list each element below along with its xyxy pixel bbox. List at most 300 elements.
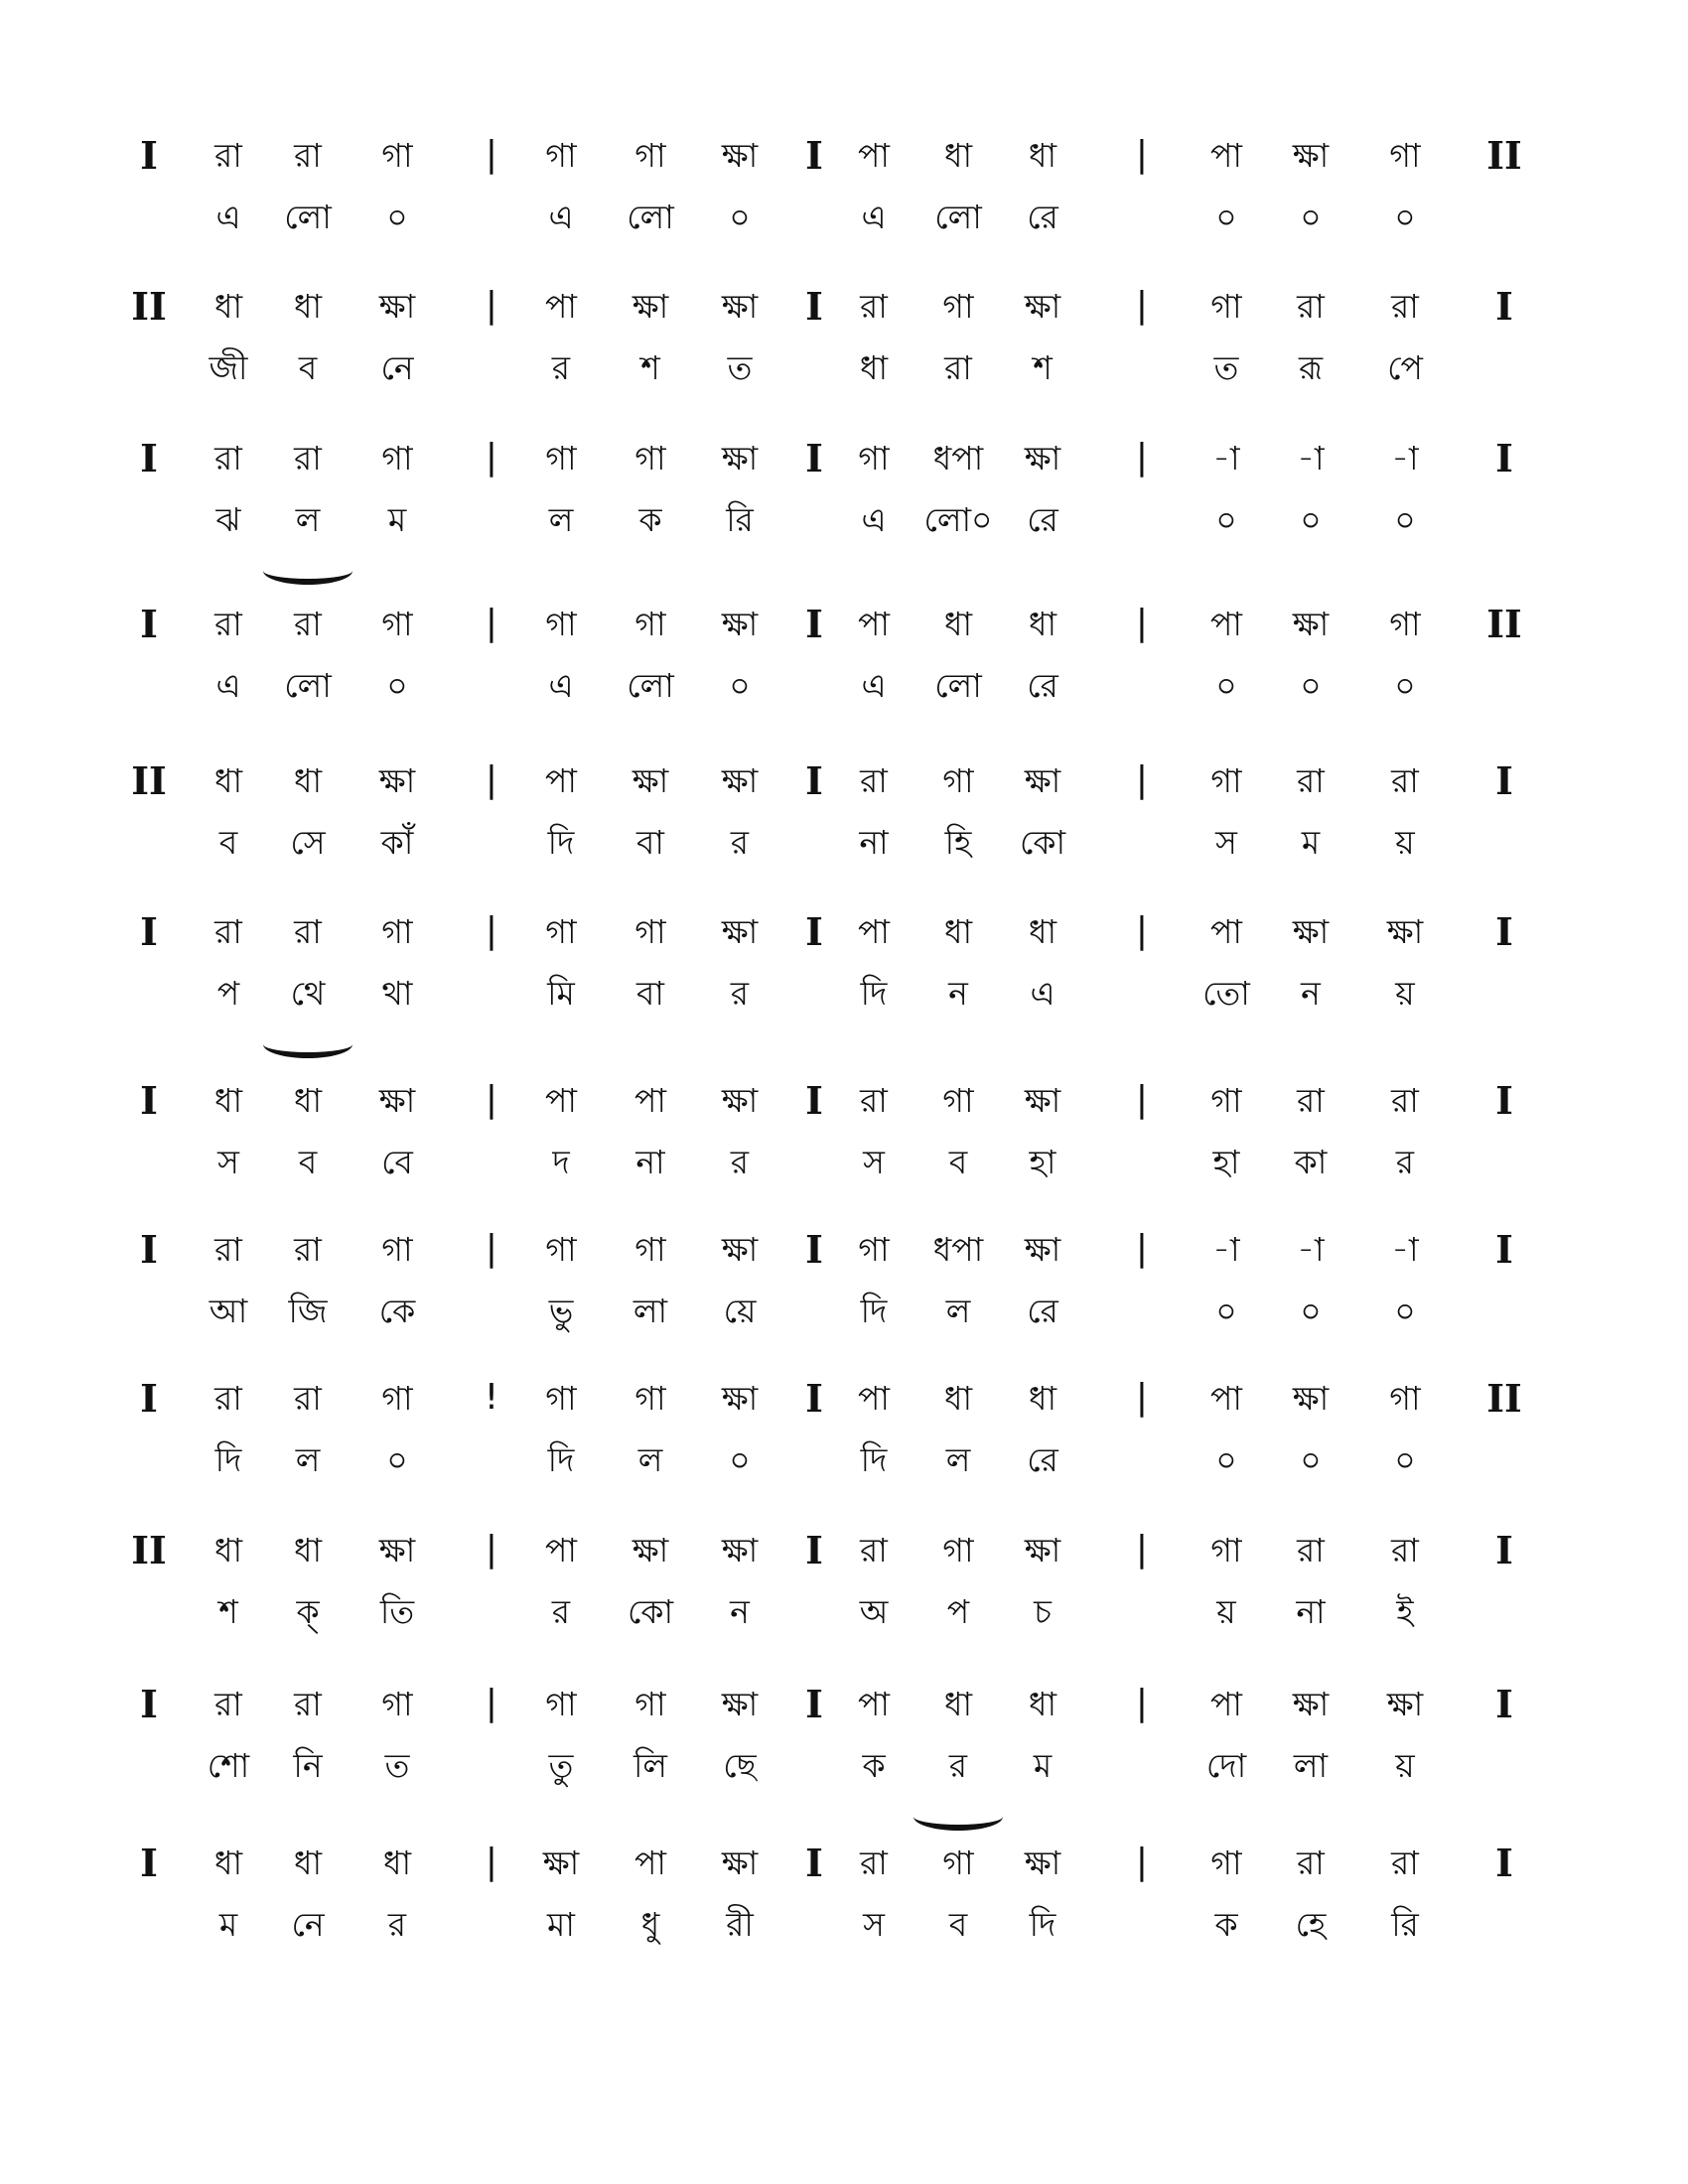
lyric-syllable: দি (214, 1440, 242, 1479)
swara-note: ক্ষা (721, 1081, 759, 1120)
swara-note: পা (545, 287, 577, 326)
lyric-syllable: ক (638, 500, 662, 539)
lyric-syllable: কো (1019, 823, 1066, 862)
swara-note: রা (294, 136, 322, 175)
lyric-syllable: ০ (1394, 500, 1416, 539)
lyric-syllable: হা (1029, 1143, 1056, 1181)
bar-line: | (485, 285, 498, 326)
bar-line: | (485, 1529, 498, 1570)
lyric-syllable: এ (861, 500, 887, 539)
lyric-syllable: ল (945, 1440, 971, 1479)
lyric-syllable: মি (547, 974, 575, 1013)
swara-note: -া (1212, 1230, 1240, 1269)
slur-mark (914, 1803, 1003, 1831)
lyric-syllable: লো (284, 666, 332, 705)
swara-note: ধা (943, 912, 973, 951)
lyric-syllable: ক (862, 1746, 886, 1785)
lyric-syllable: স (1215, 823, 1237, 862)
bar-line: II (1486, 602, 1522, 646)
bar-line: I (805, 909, 823, 954)
swara-note: ধা (1028, 1379, 1057, 1418)
lyric-syllable: শ (1033, 348, 1053, 387)
lyric-syllable: ল (945, 1292, 971, 1330)
lyric-syllable: য় (1395, 974, 1415, 1013)
lyric-syllable: র (387, 1905, 407, 1944)
swara-note: রা (1391, 761, 1419, 800)
bar-line: | (1135, 1683, 1149, 1723)
swara-note: গা (381, 439, 413, 478)
bar-line: | (1135, 134, 1149, 175)
bar-line: I (140, 909, 158, 954)
bar-line: ! (484, 1377, 499, 1418)
lyric-syllable: স (217, 1143, 239, 1181)
bar-line: I (1495, 1227, 1513, 1272)
swara-note: ধা (382, 1843, 412, 1882)
bar-line: I (1495, 758, 1513, 803)
swara-note: পা (858, 1685, 890, 1723)
lyric-syllable: ই (1396, 1592, 1414, 1631)
swara-note: ক্ষা (721, 761, 759, 800)
swara-note: ধা (293, 1081, 323, 1120)
swara-note: রা (1297, 1081, 1325, 1120)
bar-line: II (131, 758, 167, 803)
swara-note: -া (1297, 439, 1325, 478)
lyric-syllable: কা (1294, 1143, 1328, 1181)
lyric-syllable: প (216, 974, 240, 1013)
lyric-syllable: না (1296, 1592, 1326, 1631)
lyric-syllable: আ (209, 1292, 248, 1330)
swara-note: রা (860, 1081, 888, 1120)
swara-note: পা (1210, 605, 1242, 643)
lyric-syllable: দি (860, 974, 888, 1013)
bar-line: I (140, 602, 158, 646)
bar-line: | (485, 1683, 498, 1723)
lyric-syllable: তি (379, 1592, 415, 1631)
bar-line: I (1495, 1682, 1513, 1726)
notation-system (0, 1078, 1688, 1233)
lyric-syllable: লো০ (923, 500, 993, 539)
lyric-syllable: ব (298, 348, 318, 387)
bar-line: I (140, 1682, 158, 1726)
lyric-syllable: র (551, 1592, 571, 1631)
swara-note: গা (942, 1843, 974, 1882)
bar-line: I (1495, 1078, 1513, 1123)
bar-line: II (1486, 1376, 1522, 1421)
swara-note: রা (860, 761, 888, 800)
swara-note: গা (545, 439, 577, 478)
lyric-syllable: জী (209, 348, 248, 387)
lyric-syllable: ব (948, 1143, 968, 1181)
swara-note: ধা (943, 605, 973, 643)
lyric-syllable: ভু (548, 1292, 574, 1330)
swara-note: রা (1297, 287, 1325, 326)
lyric-syllable: এ (215, 198, 241, 236)
lyric-syllable: স (863, 1905, 885, 1944)
lyric-syllable: ছে (723, 1746, 757, 1785)
lyric-syllable: লি (633, 1746, 668, 1785)
bar-line: | (485, 910, 498, 951)
lyric-syllable: ক্ (296, 1592, 320, 1631)
bar-line: I (805, 1078, 823, 1123)
lyric-syllable: ০ (386, 666, 408, 705)
lyric-syllable: হে (1295, 1905, 1327, 1944)
notation-system (0, 1682, 1688, 1837)
lyric-syllable: য়ে (723, 1292, 757, 1330)
notation-system (0, 758, 1688, 913)
swara-note: পা (1210, 912, 1242, 951)
lyric-syllable: ম (1301, 823, 1321, 862)
swara-note: গা (1389, 136, 1421, 175)
lyric-syllable: রূ (1298, 348, 1324, 387)
lyric-syllable: ন (948, 974, 968, 1013)
lyric-syllable: থা (381, 974, 413, 1013)
bar-line: I (805, 1682, 823, 1726)
slur-mark (263, 557, 352, 585)
swara-note: ক্ষা (1292, 1685, 1330, 1723)
swara-note: রা (860, 287, 888, 326)
swara-note: ধা (1028, 912, 1057, 951)
bar-line: I (140, 133, 158, 178)
lyric-syllable: নে (291, 1905, 325, 1944)
lyric-syllable: সে (290, 823, 326, 862)
swara-note: গা (858, 1230, 890, 1269)
lyric-syllable: লো (627, 666, 674, 705)
lyric-syllable: কো (627, 1592, 674, 1631)
lyric-syllable: রে (1027, 1292, 1058, 1330)
swara-note: ধপা (932, 439, 984, 478)
lyric-syllable: জি (288, 1292, 328, 1330)
lyric-syllable: ০ (386, 198, 408, 236)
swara-note: ধা (213, 761, 243, 800)
lyric-syllable: রে (1027, 500, 1058, 539)
swara-note: গা (634, 136, 666, 175)
swara-note: রা (1297, 761, 1325, 800)
lyric-syllable: ০ (729, 666, 751, 705)
swara-note: গা (381, 1379, 413, 1418)
swara-note: রা (214, 912, 242, 951)
lyric-syllable: না (635, 1143, 665, 1181)
swara-note: -া (1391, 439, 1419, 478)
lyric-syllable: কাঁ (380, 823, 414, 862)
swara-note: গা (381, 1230, 413, 1269)
swara-note: রা (1391, 1531, 1419, 1570)
bar-line: | (1135, 1842, 1149, 1882)
lyric-syllable: র (551, 348, 571, 387)
lyric-syllable: রি (1391, 1905, 1419, 1944)
bar-line: II (131, 1528, 167, 1572)
swara-note: ক্ষা (632, 761, 669, 800)
bar-line: | (485, 759, 498, 800)
swara-note: ধা (213, 1531, 243, 1570)
swara-note: -া (1297, 1230, 1325, 1269)
swara-note: ধা (1028, 1685, 1057, 1723)
bar-line: I (805, 758, 823, 803)
lyric-syllable: কে (378, 1292, 416, 1330)
swara-note: গা (942, 1531, 974, 1570)
swara-note: ক্ষা (721, 1379, 759, 1418)
lyric-syllable: ০ (729, 1440, 751, 1479)
notation-system (0, 909, 1688, 1064)
swara-note: পা (858, 1379, 890, 1418)
lyric-syllable: র (730, 1143, 750, 1181)
swara-note: রা (1391, 287, 1419, 326)
swara-note: গা (545, 1230, 577, 1269)
lyric-syllable: লো (627, 198, 674, 236)
lyric-syllable: রে (1027, 666, 1058, 705)
lyric-syllable: বা (636, 823, 664, 862)
swara-note: রা (214, 1685, 242, 1723)
swara-note: পা (858, 605, 890, 643)
lyric-syllable: ব (298, 1143, 318, 1181)
bar-line: | (485, 1079, 498, 1120)
notation-system (0, 133, 1688, 288)
lyric-syllable: লো (934, 198, 982, 236)
bar-line: | (485, 437, 498, 478)
swara-note: গা (1389, 1379, 1421, 1418)
lyric-syllable: য় (1216, 1592, 1236, 1631)
swara-note: ধা (943, 1379, 973, 1418)
swara-note: ক্ষা (378, 287, 416, 326)
swara-note: ক্ষা (1024, 1081, 1061, 1120)
swara-note: গা (634, 1230, 666, 1269)
lyric-syllable: হা (1212, 1143, 1240, 1181)
swara-note: ধা (1028, 136, 1057, 175)
lyric-syllable: স (863, 1143, 885, 1181)
swara-note: গা (1210, 1843, 1242, 1882)
lyric-syllable: থে (290, 974, 326, 1013)
lyric-syllable: রে (1027, 1440, 1058, 1479)
swara-note: গা (545, 1379, 577, 1418)
bar-line: | (485, 134, 498, 175)
swara-note: গা (381, 912, 413, 951)
swara-note: পা (545, 1081, 577, 1120)
swara-note: ক্ষা (378, 761, 416, 800)
bar-line: I (140, 1841, 158, 1885)
swara-note: ক্ষা (1024, 1843, 1061, 1882)
swara-note: রা (214, 1379, 242, 1418)
swara-note: রা (294, 1379, 322, 1418)
swara-note: ধা (943, 1685, 973, 1723)
swara-note: গা (1210, 1531, 1242, 1570)
bar-line: I (805, 1376, 823, 1421)
swara-note: গা (942, 1081, 974, 1120)
lyric-syllable: ক (1214, 1905, 1238, 1944)
swara-note: গা (1389, 605, 1421, 643)
bar-line: I (1495, 1841, 1513, 1885)
lyric-syllable: বা (636, 974, 664, 1013)
swara-note: পা (858, 136, 890, 175)
swara-note: রা (214, 605, 242, 643)
bar-line: I (805, 1528, 823, 1572)
swara-note: ক্ষা (542, 1843, 580, 1882)
lyric-syllable: ০ (1394, 666, 1416, 705)
notation-system (0, 602, 1688, 756)
lyric-syllable: ধা (859, 348, 889, 387)
swara-note: রা (294, 912, 322, 951)
lyric-syllable: র (730, 974, 750, 1013)
lyric-syllable: দি (547, 1440, 575, 1479)
swara-note: ক্ষা (721, 1230, 759, 1269)
swara-note: -া (1391, 1230, 1419, 1269)
lyric-syllable: ল (295, 1440, 321, 1479)
lyric-syllable: ত (727, 348, 753, 387)
swara-note: রা (1391, 1081, 1419, 1120)
swara-note: ক্ষা (721, 136, 759, 175)
swara-note: গা (545, 912, 577, 951)
notation-system (0, 1376, 1688, 1531)
swara-note: ক্ষা (721, 1531, 759, 1570)
bar-line: | (1135, 1228, 1149, 1269)
swara-note: গা (1210, 287, 1242, 326)
swara-note: গা (634, 605, 666, 643)
swara-note: ক্ষা (1386, 912, 1424, 951)
swara-note: গা (942, 761, 974, 800)
lyric-syllable: ০ (729, 198, 751, 236)
swara-note: রা (214, 1230, 242, 1269)
lyric-syllable: রা (944, 348, 972, 387)
lyric-syllable: দি (860, 1440, 888, 1479)
lyric-syllable: ব (948, 1905, 968, 1944)
bar-line: | (1135, 1079, 1149, 1120)
bar-line: | (1135, 910, 1149, 951)
lyric-syllable: লা (633, 1292, 668, 1330)
lyric-syllable: শ (640, 348, 660, 387)
swara-note: গা (634, 1379, 666, 1418)
bar-line: | (1135, 1529, 1149, 1570)
lyric-syllable: ঝ (215, 500, 241, 539)
lyric-syllable: এ (861, 666, 887, 705)
swara-note: ক্ষা (1386, 1685, 1424, 1723)
swara-note: পা (1210, 136, 1242, 175)
lyric-syllable: লো (284, 198, 332, 236)
swara-note: পা (634, 1081, 666, 1120)
bar-line: I (805, 1227, 823, 1272)
bar-line: I (140, 1227, 158, 1272)
lyric-syllable: এ (1030, 974, 1055, 1013)
swara-note: রা (214, 136, 242, 175)
swara-note: রা (214, 439, 242, 478)
lyric-syllable: শো (207, 1746, 250, 1785)
lyric-syllable: ০ (1215, 666, 1237, 705)
swara-note: ধা (213, 287, 243, 326)
bar-line: II (1486, 133, 1522, 178)
lyric-syllable: ০ (1215, 198, 1237, 236)
swara-note: গা (545, 1685, 577, 1723)
swara-note: ক্ষা (721, 287, 759, 326)
swara-note: ধপা (932, 1230, 984, 1269)
swara-note: ক্ষা (721, 605, 759, 643)
lyric-syllable: শ (218, 1592, 238, 1631)
lyric-syllable: ০ (1300, 198, 1322, 236)
swara-note: ধা (1028, 605, 1057, 643)
swara-note: গা (381, 605, 413, 643)
bar-line: I (805, 284, 823, 329)
swara-note: গা (634, 439, 666, 478)
lyric-syllable: রে (1027, 198, 1058, 236)
lyric-syllable: বে (381, 1143, 413, 1181)
swara-note: ধা (293, 761, 323, 800)
swara-note: রা (1297, 1531, 1325, 1570)
swara-note: রা (860, 1843, 888, 1882)
lyric-syllable: য় (1395, 1746, 1415, 1785)
swara-note: গা (1210, 761, 1242, 800)
lyric-syllable: রি (726, 500, 754, 539)
swara-note: ক্ষা (1292, 1379, 1330, 1418)
lyric-syllable: চ (1034, 1592, 1052, 1631)
bar-line: I (140, 1078, 158, 1123)
lyric-syllable: ব (218, 823, 238, 862)
swara-note: গা (381, 136, 413, 175)
bar-line: I (805, 133, 823, 178)
swara-note: গা (545, 605, 577, 643)
lyric-syllable: ল (637, 1440, 663, 1479)
swara-note: ধা (213, 1843, 243, 1882)
swara-note: ক্ষা (378, 1081, 416, 1120)
swara-note: রা (860, 1531, 888, 1570)
lyric-syllable: ম (1033, 1746, 1053, 1785)
swara-note: ক্ষা (721, 912, 759, 951)
swara-note: পা (545, 761, 577, 800)
lyric-syllable: ০ (1215, 500, 1237, 539)
swara-note: ধা (293, 287, 323, 326)
lyric-syllable: নে (380, 348, 414, 387)
lyric-syllable: ন (730, 1592, 750, 1631)
lyric-syllable: র (948, 1746, 968, 1785)
lyric-syllable: র (1395, 1143, 1415, 1181)
lyric-syllable: য় (1395, 823, 1415, 862)
lyric-syllable: এ (861, 198, 887, 236)
bar-line: I (805, 602, 823, 646)
lyric-syllable: ০ (386, 1440, 408, 1479)
swara-note: ক্ষা (378, 1531, 416, 1570)
swara-note: গা (1210, 1081, 1242, 1120)
bar-line: I (1495, 284, 1513, 329)
lyric-syllable: র (730, 823, 750, 862)
lyric-syllable: ০ (1394, 1292, 1416, 1330)
lyric-syllable: ০ (1394, 198, 1416, 236)
lyric-syllable: ত (1213, 348, 1239, 387)
lyric-syllable: এ (215, 666, 241, 705)
swara-note: ক্ষা (632, 287, 669, 326)
lyric-syllable: ম (218, 1905, 238, 1944)
bar-line: I (140, 436, 158, 480)
bar-line: | (1135, 603, 1149, 643)
swara-note: ক্ষা (721, 439, 759, 478)
lyric-syllable: প (946, 1592, 970, 1631)
notation-system (0, 1841, 1688, 1995)
swara-note: -া (1212, 439, 1240, 478)
swara-note: ক্ষা (1024, 287, 1061, 326)
lyric-syllable: ০ (1300, 1440, 1322, 1479)
swara-note: ধা (293, 1843, 323, 1882)
swara-note: গা (545, 136, 577, 175)
swara-note: গা (634, 1685, 666, 1723)
swara-note: গা (858, 439, 890, 478)
lyric-syllable: দো (1205, 1746, 1247, 1785)
lyric-syllable: লো (934, 666, 982, 705)
swara-note: ক্ষা (1024, 1230, 1061, 1269)
bar-line: I (1495, 909, 1513, 954)
swara-note: রা (1391, 1843, 1419, 1882)
lyric-syllable: ০ (1300, 1292, 1322, 1330)
lyric-syllable: ০ (1300, 666, 1322, 705)
lyric-syllable: এ (548, 198, 574, 236)
lyric-syllable: মা (547, 1905, 575, 1944)
swara-note: ক্ষা (632, 1531, 669, 1570)
slur-mark (263, 1030, 352, 1058)
bar-line: | (485, 1228, 498, 1269)
bar-line: I (1495, 1528, 1513, 1572)
